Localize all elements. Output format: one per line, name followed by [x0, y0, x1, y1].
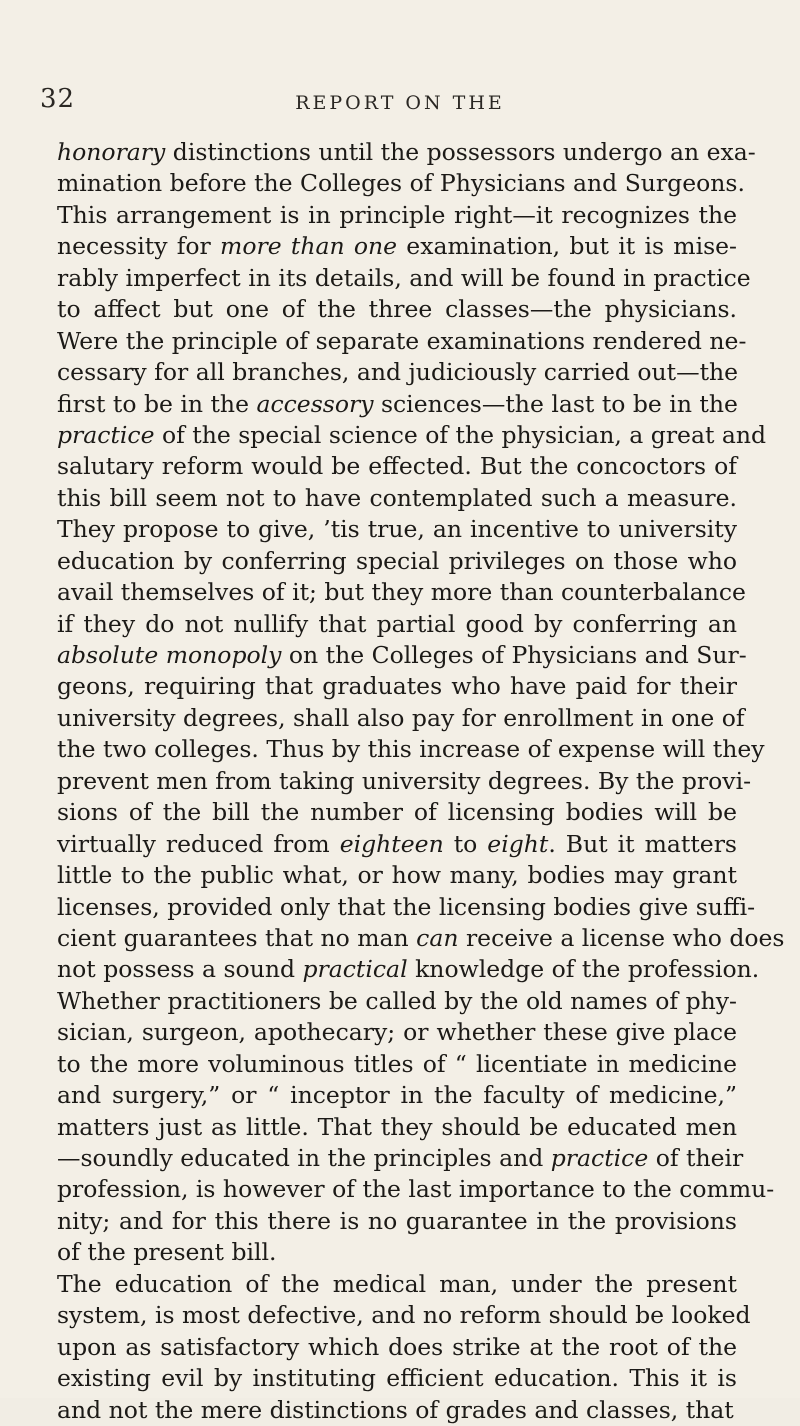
text-run: this bill seem not to have contemplated such a measure. — [57, 483, 737, 512]
text-run: examination, but it is mise- — [397, 232, 737, 261]
text-run: Whether practitioners be called by the old names of phy- — [57, 986, 737, 1015]
text-run: if they do not nullify that partial good by conferring an — [57, 609, 737, 638]
text-line — [57, 294, 737, 325]
text-line — [57, 546, 737, 577]
italic-text: practice — [550, 1144, 649, 1172]
text-run: —soundly educated in the principles and — [57, 1144, 551, 1172]
text-run: The education of the medical man, under the present — [57, 1269, 737, 1298]
text-run: cessary for all branches, and judiciously carried out—the — [57, 358, 739, 387]
italic-text: practice — [57, 420, 155, 449]
text-run: geons, requiring that graduates who have paid for their — [57, 672, 737, 701]
text-line — [57, 892, 756, 923]
text-line — [57, 577, 746, 608]
text-run: They propose to give, ’tis true, an incentive to university — [57, 515, 737, 544]
text-run: on the Colleges of Physicians and Sur- — [281, 641, 747, 669]
text-line — [57, 923, 785, 954]
text-run: and surgery,” or “ inceptor in the faculty of medicine,” — [57, 1081, 737, 1110]
text-line — [57, 231, 737, 262]
text-run: system, is most defective, and no reform should be looked — [57, 1301, 751, 1330]
text-line — [57, 1080, 737, 1111]
text-line — [57, 1300, 751, 1331]
text-line — [57, 514, 737, 545]
text-line — [57, 954, 760, 985]
text-run: salutary reform would be effected. But the concoctors of — [57, 452, 737, 481]
text-run: cient guarantees that no man — [57, 923, 417, 952]
paragraph — [57, 137, 785, 1269]
text-line — [57, 829, 737, 860]
text-line — [57, 1174, 775, 1205]
text-line — [57, 734, 765, 765]
text-run: mination before the Colleges of Physicians and Surgeons. — [57, 169, 745, 198]
text-run: distinctions until the possessors undergo an exa- — [165, 138, 756, 166]
text-run: sions of the bill the number of licensing bodies will be — [57, 798, 737, 827]
text-run: receive a license who does — [458, 923, 785, 952]
text-run: of the special science of the physician, a great and — [154, 420, 767, 449]
text-run: avail themselves of it; but they more than counterbalance — [57, 578, 746, 607]
text-line — [57, 1049, 737, 1080]
page-number: 32 — [40, 84, 76, 114]
text-run: licenses, provided only that the licensing bodies give suffi- — [57, 892, 756, 921]
text-run: sician, surgeon, apothecary; or whether these give place — [57, 1018, 737, 1047]
italic-text: more than one — [220, 232, 398, 261]
text-line — [57, 483, 737, 514]
text-line — [57, 860, 737, 891]
text-line — [57, 986, 737, 1017]
italic-text: eight — [487, 829, 549, 858]
text-line — [57, 168, 745, 199]
text-run: first to be in the — [57, 389, 257, 418]
text-run: the two colleges. Thus by this increase of expense will they — [57, 735, 765, 764]
text-run: knowledge of the profession. — [407, 955, 760, 984]
text-line — [57, 766, 752, 797]
text-line — [57, 420, 767, 451]
italic-text: accessory — [256, 389, 374, 418]
text-run: This arrangement is in principle right—it recognizes the — [57, 200, 737, 229]
text-line — [57, 1269, 737, 1300]
text-run: university degrees, shall also pay for enrollment in one of — [57, 703, 745, 732]
text-run: and not the mere distinctions of grades and classes, that — [57, 1395, 734, 1424]
text-run: upon as satisfactory which does strike at the root of the — [57, 1332, 737, 1361]
text-line — [57, 1112, 737, 1143]
text-run: not possess a sound — [57, 955, 303, 984]
italic-text: honorary — [57, 138, 166, 166]
italic-text: practical — [302, 955, 408, 984]
running-title: REPORT ON THE — [295, 92, 505, 114]
text-run: sciences—the last to be in the — [373, 389, 738, 418]
text-line — [57, 389, 737, 420]
text-run: little to the public what, or how many, bodies may grant — [57, 861, 737, 890]
italic-text: can — [416, 923, 459, 952]
text-run: to — [443, 829, 488, 858]
text-run: existing evil by instituting efficient education. This it is — [57, 1364, 737, 1393]
text-line — [57, 609, 737, 640]
text-line — [57, 1237, 737, 1268]
text-line — [57, 263, 751, 294]
text-run: rably imperfect in its details, and will be found in practice — [57, 263, 751, 292]
text-run: of the present bill. — [57, 1238, 277, 1267]
text-line — [57, 326, 747, 357]
text-line — [57, 671, 737, 702]
text-run: . But it matters — [548, 829, 737, 858]
text-run: matters just as little. That they should be educated men — [57, 1112, 737, 1141]
text-line — [57, 137, 756, 168]
text-run: to affect but one of the three classes—the physicians. — [57, 295, 737, 324]
text-line — [57, 1206, 737, 1237]
text-line — [57, 797, 737, 828]
text-line — [57, 200, 737, 231]
text-line — [57, 1395, 737, 1426]
text-run: to the more voluminous titles of “ licentiate in medicine — [57, 1049, 737, 1078]
text-line — [57, 640, 747, 671]
text-line — [57, 451, 737, 482]
text-run: nity; and for this there is no guarantee in the provisions — [57, 1206, 737, 1235]
italic-text: absolute monopoly — [57, 641, 282, 669]
text-line — [57, 357, 737, 388]
body-text — [57, 137, 785, 1426]
text-run: necessity for — [57, 232, 221, 261]
text-line — [57, 1143, 744, 1174]
text-line — [57, 1332, 737, 1363]
text-line — [57, 703, 745, 734]
text-run: virtually reduced from — [57, 829, 340, 858]
text-run: education by conferring special privileges on those who — [57, 546, 737, 575]
text-line — [57, 1363, 737, 1394]
text-run: Were the principle of separate examinations rendered ne- — [57, 326, 747, 355]
text-run: profession, is however of the last importance to the commu- — [57, 1175, 775, 1204]
text-line — [57, 1017, 737, 1048]
paragraph — [57, 1269, 751, 1426]
text-run: of their — [648, 1144, 744, 1172]
text-run: prevent men from taking university degrees. By the provi- — [57, 766, 752, 795]
italic-text: eighteen — [339, 829, 444, 858]
